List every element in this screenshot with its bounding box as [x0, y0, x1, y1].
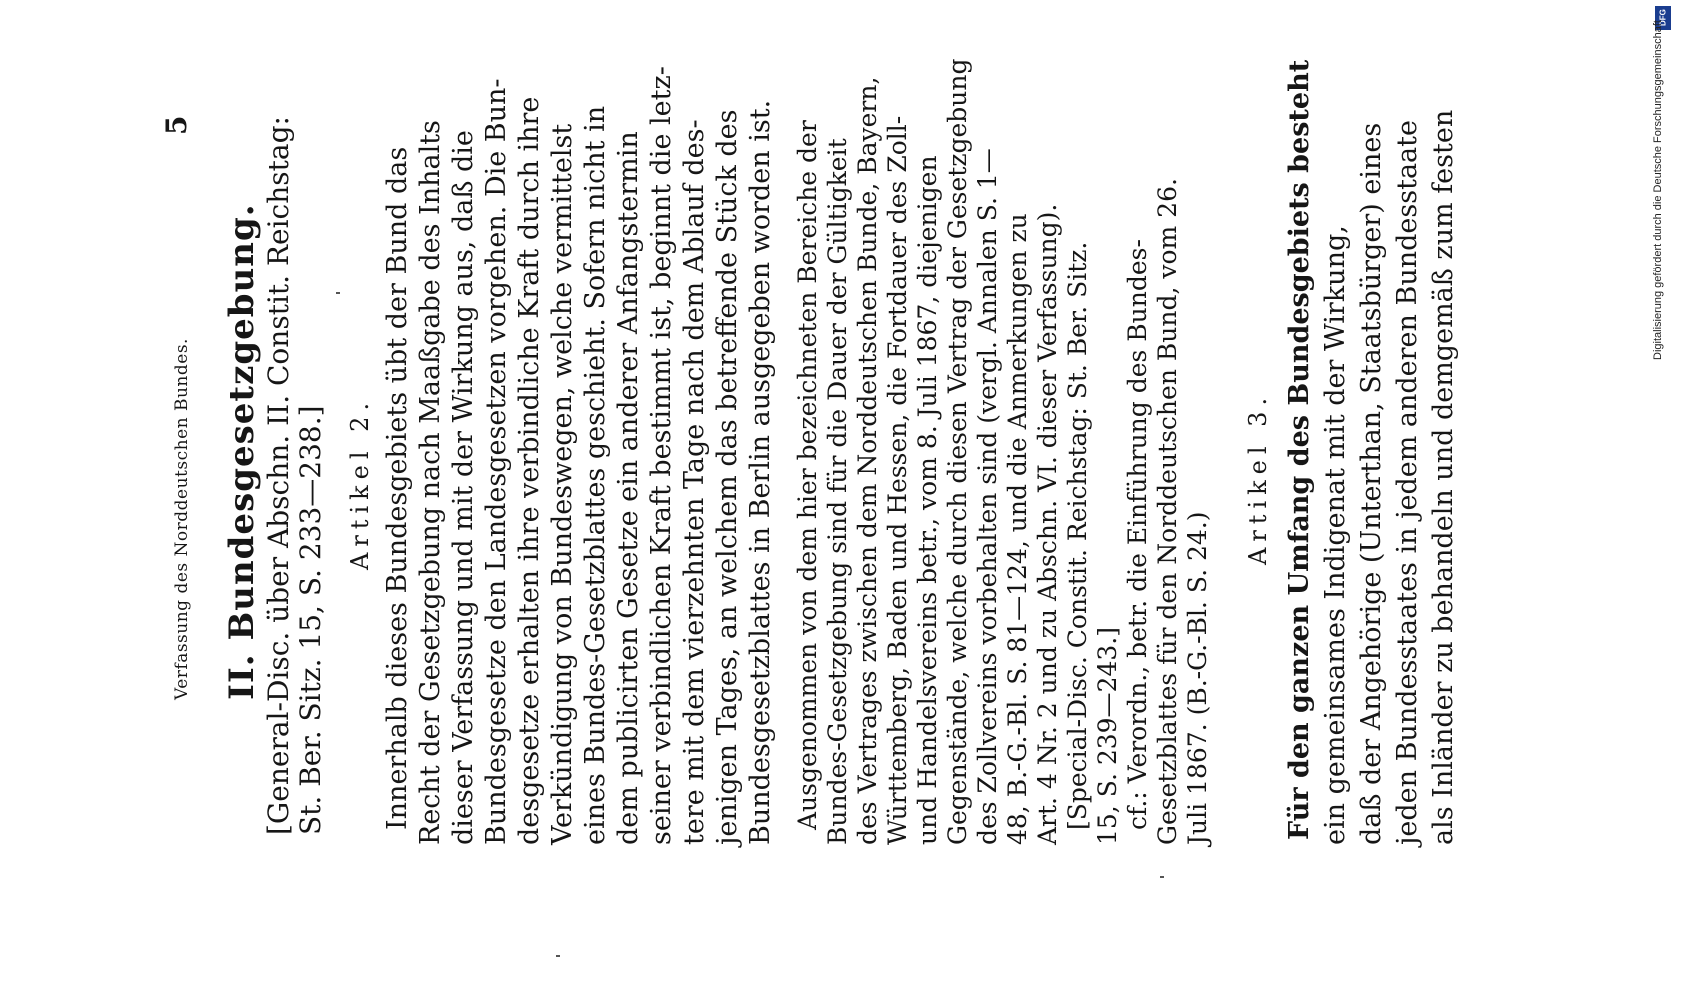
- article-2-note-line: des Vertrages zwischen dem Norddeutschen Bunde, Bayern,: [853, 76, 882, 845]
- dfg-attribution: Digitalisierung gefördert durch die Deutsche Forschungsgemeinschaft: [1652, 20, 1664, 360]
- article-2-line: Innerhalb dieses Bundesgebiets übt der Bund das: [382, 146, 413, 830]
- article-3-line: als Inländer zu behandeln und demgemäß zum festen: [1428, 109, 1459, 845]
- article-2-note-line: und Handelsvereins betr., vom 8. Juli 1867, diejenigen: [913, 155, 942, 845]
- article-2-line: tere mit dem vierzehnten Tage nach dem Ablauf des-: [679, 119, 710, 845]
- article-2-line: dieser Verfassung und mit der Wirkung aus, daß die: [448, 130, 479, 845]
- article-3-line: jeden Bundesstaates in jedem anderen Bundesstaate: [1392, 120, 1423, 845]
- article-2-note-line: Art. 4 Nr. 2 und zu Abschn. VI. dieser Verfassung).: [1033, 203, 1062, 845]
- section-note-line-2: St. Ber. Sitz. 15, S. 233—238.]: [294, 405, 327, 835]
- article-2-line: eines Bundes-Gesetzblattes geschieht. Sofern nicht in: [580, 105, 611, 845]
- section-title: II. Bundesgesetzgebung.: [222, 203, 262, 700]
- article-2-line: dem publicirten Gesetze ein anderer Anfangstermin: [613, 131, 644, 845]
- page-number: 5: [160, 115, 193, 135]
- article-2-note-line: Gegenstände, welche durch diesen Vertrag der Gesetzgebung: [943, 58, 972, 845]
- section-note-line-1: [General-Disc. über Abschn. II. Constit. Reichstag:: [262, 116, 295, 835]
- dfg-logo-icon: DFG: [1655, 6, 1671, 30]
- article-2-note-line: Bundes-Gesetzgebung sind für die Dauer der Gültigkeit: [823, 138, 852, 845]
- scan-speck: [1160, 876, 1164, 878]
- article-2-line: Verkündigung von Bundeswegen, welche vermittelst: [547, 123, 578, 845]
- article-3-heading: Artikel 3.: [1244, 391, 1272, 565]
- article-2-line: seiner verbindlichen Kraft bestimmt ist, beginnt die letz-: [646, 66, 677, 845]
- scan-speck: [556, 955, 560, 957]
- article-2-note-line: 48, B.-G.-Bl. S. 81—124, und die Anmerkungen zu: [1003, 213, 1032, 845]
- article-2-note-line: [Special-Disc. Constit. Reichstag: St. Ber. Sitz.: [1063, 241, 1092, 830]
- article-2-note-line: 15, S. 239—243.]: [1093, 627, 1122, 845]
- article-2-note-line: Juli 1867. (B.-G.-Bl. S. 24.): [1183, 511, 1212, 845]
- article-2-line: Bundesgesetze den Landesgesetzen vorgehen. Die Bun-: [481, 78, 512, 845]
- article-2-line: jenigen Tages, an welchem das betreffende Stück des: [712, 109, 743, 845]
- article-2-note-line: Gesetzblattes für den Norddeutschen Bund, vom 26.: [1153, 178, 1182, 845]
- article-2-line: desgesetze erhalten ihre verbindliche Kraft durch ihre: [514, 96, 545, 845]
- article-2-note-line: Württemberg, Baden und Hessen, die Fortdauer des Zoll-: [883, 115, 912, 845]
- scan-speck: [336, 292, 340, 294]
- article-3-line: ein gemeinsames Indigenat mit der Wirkung,: [1320, 225, 1351, 845]
- article-3-line: Für den ganzen Umfang des Bundesgebiets besteht: [1284, 59, 1315, 840]
- article-2-note-line: Ausgenommen von dem hier bezeichneten Bereiche der: [793, 120, 822, 830]
- article-2-line: Bundesgesetzblattes in Berlin ausgegeben worden ist.: [745, 99, 776, 845]
- article-3-line: daß der Angehörige (Unterthan, Staatsbürger) eines: [1356, 122, 1387, 845]
- article-2-heading: Artikel 2.: [346, 396, 374, 570]
- article-2-note-line: des Zollvereins vorbehalten sind (vergl. Annalen S. 1—: [973, 148, 1002, 845]
- running-head: Verfassung des Norddeutschen Bundes.: [172, 338, 192, 700]
- article-2-line: Recht der Gesetzgebung nach Maaßgabe des Inhalts: [415, 120, 446, 845]
- article-2-note-line: cf.: Verordn., betr. die Einführung des Bundes-: [1123, 239, 1152, 830]
